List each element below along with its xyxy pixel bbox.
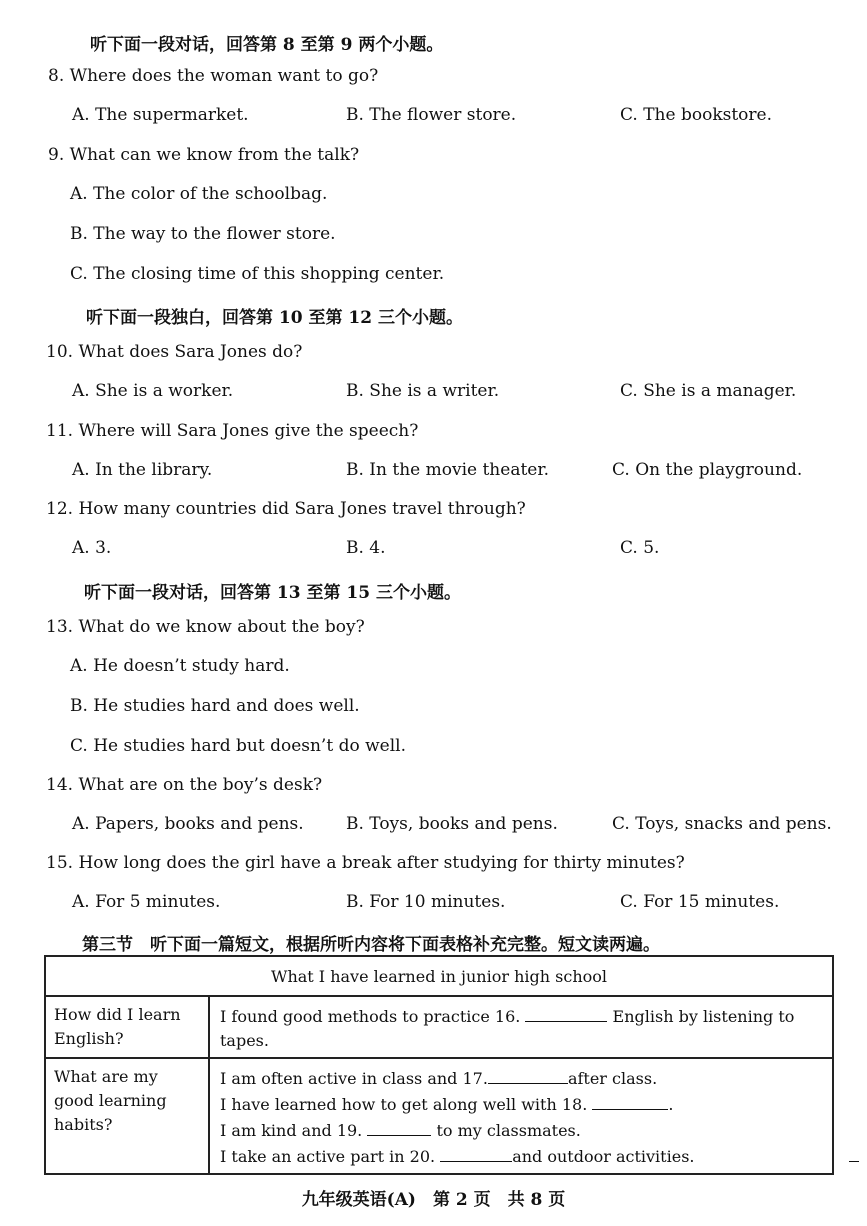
row2-l1-pre: I am often active in class and 17. bbox=[220, 1069, 488, 1088]
row2-line-17 bbox=[220, 1065, 824, 1091]
answer-option[interactable]: A. The supermarket. bbox=[72, 105, 249, 125]
question-text: 11. Where will Sara Jones give the speech? bbox=[46, 421, 419, 441]
answer-option[interactable]: A. 3. bbox=[72, 538, 112, 558]
blank-19[interactable] bbox=[367, 1117, 431, 1136]
row2-line-19 bbox=[220, 1117, 824, 1143]
table-title: What I have learned in junior high school bbox=[45, 956, 833, 996]
row2-l2-pre: I have learned how to get along well with 18. bbox=[220, 1095, 588, 1114]
answer-option[interactable]: A. She is a worker. bbox=[72, 381, 234, 401]
answer-option[interactable]: C. Toys, snacks and pens. bbox=[612, 814, 832, 834]
question-text: 9. What can we know from the talk? bbox=[48, 145, 360, 165]
answer-option[interactable]: B. He studies hard and does well. bbox=[70, 696, 360, 716]
row2-line-20 bbox=[220, 1143, 824, 1169]
answer-option[interactable]: B. She is a writer. bbox=[346, 381, 500, 401]
question-text: 8. Where does the woman want to go? bbox=[48, 66, 379, 86]
learning-table bbox=[44, 955, 834, 1175]
edge-mark bbox=[849, 1161, 859, 1162]
row2-l1-post: after class. bbox=[567, 1069, 658, 1088]
section-heading: 听下面一段独白，回答第 10 至第 12 三个小题。 bbox=[86, 308, 463, 328]
section-heading: 听下面一段对话，回答第 8 至第 9 两个小题。 bbox=[90, 35, 444, 55]
row2-line-18 bbox=[220, 1091, 824, 1117]
answer-option[interactable]: B. Toys, books and pens. bbox=[346, 814, 558, 834]
answer-option[interactable]: B. The flower store. bbox=[346, 105, 517, 125]
section-heading: 听下面一段对话，回答第 13 至第 15 三个小题。 bbox=[84, 583, 461, 603]
answer-option[interactable]: A. In the library. bbox=[72, 460, 213, 480]
answer-option[interactable]: A. He doesn’t study hard. bbox=[70, 656, 290, 676]
row2-l2-post: . bbox=[668, 1095, 674, 1114]
row1-label: How did I learn English? bbox=[45, 996, 209, 1058]
blank-16[interactable] bbox=[525, 1003, 607, 1022]
answer-option[interactable]: B. 4. bbox=[346, 538, 386, 558]
answer-option[interactable]: C. 5. bbox=[620, 538, 660, 558]
answer-option[interactable]: C. She is a manager. bbox=[620, 381, 797, 401]
page-footer: 九年级英语(A) 第 2 页 共 8 页 bbox=[301, 1190, 566, 1210]
part3-heading: 第三节 听下面一篇短文，根据所听内容将下面表格补充完整。短文读两遍。 bbox=[82, 935, 660, 955]
answer-option[interactable]: A. The color of the schoolbag. bbox=[70, 184, 328, 204]
blank-18[interactable] bbox=[592, 1091, 668, 1110]
question-text: 14. What are on the boy’s desk? bbox=[46, 775, 323, 795]
row1-text-post: English by listening to tapes. bbox=[220, 1007, 795, 1050]
answer-option[interactable]: B. For 10 minutes. bbox=[346, 892, 506, 912]
answer-option[interactable]: A. For 5 minutes. bbox=[72, 892, 221, 912]
row2-l3-post: to my classmates. bbox=[436, 1121, 581, 1140]
answer-option[interactable]: C. On the playground. bbox=[612, 460, 803, 480]
answer-option[interactable]: C. The bookstore. bbox=[620, 105, 772, 125]
question-text: 12. How many countries did Sara Jones travel through? bbox=[46, 499, 526, 519]
answer-option[interactable]: A. Papers, books and pens. bbox=[72, 814, 304, 834]
blank-17[interactable] bbox=[488, 1065, 568, 1084]
answer-option[interactable]: C. He studies hard but doesn’t do well. bbox=[70, 736, 406, 756]
row1-body bbox=[209, 996, 833, 1058]
question-text: 15. How long does the girl have a break after studying for thirty minutes? bbox=[46, 853, 685, 873]
question-text: 13. What do we know about the boy? bbox=[46, 617, 365, 637]
row2-label: What are my good learning habits? bbox=[45, 1058, 209, 1174]
answer-option[interactable]: B. In the movie theater. bbox=[346, 460, 550, 480]
row2-body bbox=[209, 1058, 833, 1174]
answer-option[interactable]: B. The way to the flower store. bbox=[70, 224, 336, 244]
question-text: 10. What does Sara Jones do? bbox=[46, 342, 303, 362]
answer-option[interactable]: C. For 15 minutes. bbox=[620, 892, 780, 912]
row2-l3-pre: I am kind and 19. bbox=[220, 1121, 363, 1140]
blank-20[interactable] bbox=[440, 1143, 512, 1162]
row1-text-pre: I found good methods to practice 16. bbox=[220, 1007, 521, 1026]
answer-option[interactable]: C. The closing time of this shopping center. bbox=[70, 264, 445, 284]
row2-l4-post: and outdoor activities. bbox=[512, 1147, 695, 1166]
row2-l4-pre: I take an active part in 20. bbox=[220, 1147, 436, 1166]
